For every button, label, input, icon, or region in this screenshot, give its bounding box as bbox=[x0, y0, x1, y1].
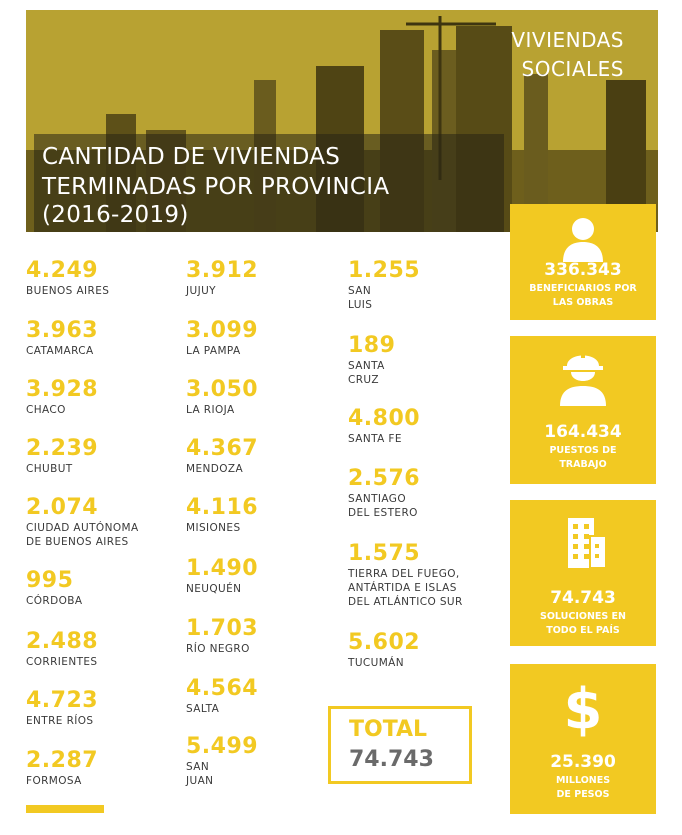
province-value: 4.564 bbox=[186, 676, 259, 701]
province-value: 1.703 bbox=[186, 616, 259, 641]
province-value: 3.050 bbox=[186, 377, 259, 402]
province-name bbox=[348, 432, 402, 446]
province-name-line: DE BUENOS AIRES bbox=[26, 536, 129, 548]
province-name bbox=[348, 492, 418, 520]
stat-label-line: SOLUCIONES EN bbox=[540, 611, 626, 622]
province-name-line: TUCUMÁN bbox=[348, 657, 405, 669]
province-name bbox=[186, 284, 216, 298]
stat-label bbox=[510, 444, 656, 472]
province-name bbox=[26, 774, 82, 788]
stat-label-line: TRABAJO bbox=[559, 459, 607, 470]
province-name bbox=[26, 594, 82, 608]
stat-label bbox=[510, 774, 656, 802]
province-name-line: JUAN bbox=[186, 775, 214, 787]
province-value: 4.800 bbox=[348, 406, 421, 431]
province-value: 3.928 bbox=[26, 377, 99, 402]
stat-label-line: MILLONES bbox=[555, 775, 611, 786]
province-name-line: DEL ESTERO bbox=[348, 507, 418, 519]
stat-card-solutions bbox=[510, 500, 656, 646]
stat-label bbox=[510, 282, 656, 310]
title-line-2: TERMINADAS POR PROVINCIA bbox=[42, 174, 390, 200]
person-icon bbox=[558, 214, 608, 264]
province-name-line: LA PAMPA bbox=[186, 345, 241, 357]
province-value: 2.576 bbox=[348, 466, 421, 491]
stat-label-line: LAS OBRAS bbox=[552, 297, 614, 308]
province-name bbox=[186, 702, 219, 716]
province-name-line: FORMOSA bbox=[26, 775, 82, 787]
province-name bbox=[26, 655, 98, 669]
province-name-line: SAN bbox=[186, 761, 210, 773]
buildings-icon bbox=[558, 514, 610, 570]
province-name-line: SANTIAGO bbox=[348, 493, 407, 505]
province-value: 1.255 bbox=[348, 258, 421, 283]
province-name bbox=[348, 656, 404, 670]
worker-helmet-icon bbox=[554, 344, 612, 406]
province-value: 3.099 bbox=[186, 318, 259, 343]
province-name bbox=[186, 403, 235, 417]
dollar-icon bbox=[560, 676, 606, 738]
stat-label-line: PUESTOS DE bbox=[549, 445, 617, 456]
province-name bbox=[186, 642, 250, 656]
province-value: 4.249 bbox=[26, 258, 99, 283]
total-value: 74.743 bbox=[349, 747, 434, 772]
province-name-line: CHACO bbox=[26, 404, 66, 416]
total-box bbox=[328, 706, 472, 784]
province-name-line: RÍO NEGRO bbox=[186, 643, 250, 655]
title-line-1: CANTIDAD DE VIVIENDAS bbox=[42, 144, 341, 170]
province-value: 2.074 bbox=[26, 495, 99, 520]
province-name bbox=[348, 359, 385, 387]
province-name-line: MISIONES bbox=[186, 522, 241, 534]
title-line-3: (2016-2019) bbox=[42, 202, 189, 228]
province-value: 1.490 bbox=[186, 556, 259, 581]
stat-value: 336.343 bbox=[544, 260, 622, 280]
province-value: 189 bbox=[348, 333, 396, 358]
province-value: 995 bbox=[26, 568, 74, 593]
province-name bbox=[348, 567, 463, 609]
province-value: 5.499 bbox=[186, 734, 259, 759]
province-name bbox=[26, 284, 109, 298]
province-name-line: CÓRDOBA bbox=[26, 595, 83, 607]
province-name bbox=[26, 462, 73, 476]
stat-value: 25.390 bbox=[550, 752, 616, 772]
province-name-line: MENDOZA bbox=[186, 463, 244, 475]
province-name bbox=[26, 714, 94, 728]
stat-label bbox=[510, 610, 656, 638]
stat-card-jobs bbox=[510, 336, 656, 484]
stat-label-line: DE PESOS bbox=[556, 789, 610, 800]
province-name-line: DEL ATLÁNTICO SUR bbox=[348, 596, 463, 608]
province-value: 5.602 bbox=[348, 630, 421, 655]
stat-value: 74.743 bbox=[550, 588, 616, 608]
province-name-line: LA RIOJA bbox=[186, 404, 235, 416]
province-name-line: ENTRE RÍOS bbox=[26, 715, 94, 727]
infographic-title bbox=[34, 134, 504, 232]
section-tag-line-2: SOCIALES bbox=[521, 57, 624, 81]
province-value: 4.367 bbox=[186, 436, 259, 461]
province-value: 3.963 bbox=[26, 318, 99, 343]
province-name-line: CHUBUT bbox=[26, 463, 73, 475]
province-name-line: CORRIENTES bbox=[26, 656, 98, 668]
province-name bbox=[186, 462, 243, 476]
province-value: 1.575 bbox=[348, 541, 421, 566]
svg-text:$: $ bbox=[563, 677, 603, 738]
total-label: TOTAL bbox=[349, 717, 428, 742]
province-name-line: CRUZ bbox=[348, 374, 379, 386]
province-name bbox=[26, 521, 139, 549]
province-name bbox=[348, 284, 372, 312]
province-name-line: LUIS bbox=[348, 299, 373, 311]
province-name bbox=[186, 344, 241, 358]
province-name-line: SAN bbox=[348, 285, 372, 297]
province-name-line: CIUDAD AUTÓNOMA bbox=[26, 522, 139, 534]
province-name bbox=[26, 403, 66, 417]
province-name bbox=[186, 521, 241, 535]
footer-accent-bar bbox=[26, 805, 104, 813]
header-banner bbox=[26, 10, 658, 232]
province-name-line: ANTÁRTIDA E ISLAS bbox=[348, 582, 457, 594]
province-name bbox=[186, 760, 213, 788]
province-value: 2.239 bbox=[26, 436, 99, 461]
province-name bbox=[26, 344, 94, 358]
stat-card-investment bbox=[510, 664, 656, 814]
province-value: 4.116 bbox=[186, 495, 259, 520]
province-name-line: TIERRA DEL FUEGO, bbox=[348, 568, 460, 580]
stat-label-line: TODO EL PAÍS bbox=[546, 625, 620, 636]
stat-label-line: BENEFICIARIOS POR bbox=[529, 283, 637, 294]
province-name-line: SALTA bbox=[186, 703, 220, 715]
stat-card-beneficiaries bbox=[510, 204, 656, 320]
stat-value: 164.434 bbox=[544, 422, 622, 442]
province-name-line: JUJUY bbox=[186, 285, 216, 297]
province-name-line: NEUQUÉN bbox=[186, 583, 242, 595]
province-name-line: SANTA bbox=[348, 360, 385, 372]
province-name-line: BUENOS AIRES bbox=[26, 285, 110, 297]
section-tag-line-1: VIVIENDAS bbox=[511, 28, 624, 52]
section-tag bbox=[511, 26, 624, 84]
province-value: 2.287 bbox=[26, 748, 99, 773]
province-value: 3.912 bbox=[186, 258, 259, 283]
province-name-line: SANTA FE bbox=[348, 433, 402, 445]
province-value: 4.723 bbox=[26, 688, 99, 713]
province-name-line: CATAMARCA bbox=[26, 345, 94, 357]
province-value: 2.488 bbox=[26, 629, 99, 654]
province-name bbox=[186, 582, 241, 596]
